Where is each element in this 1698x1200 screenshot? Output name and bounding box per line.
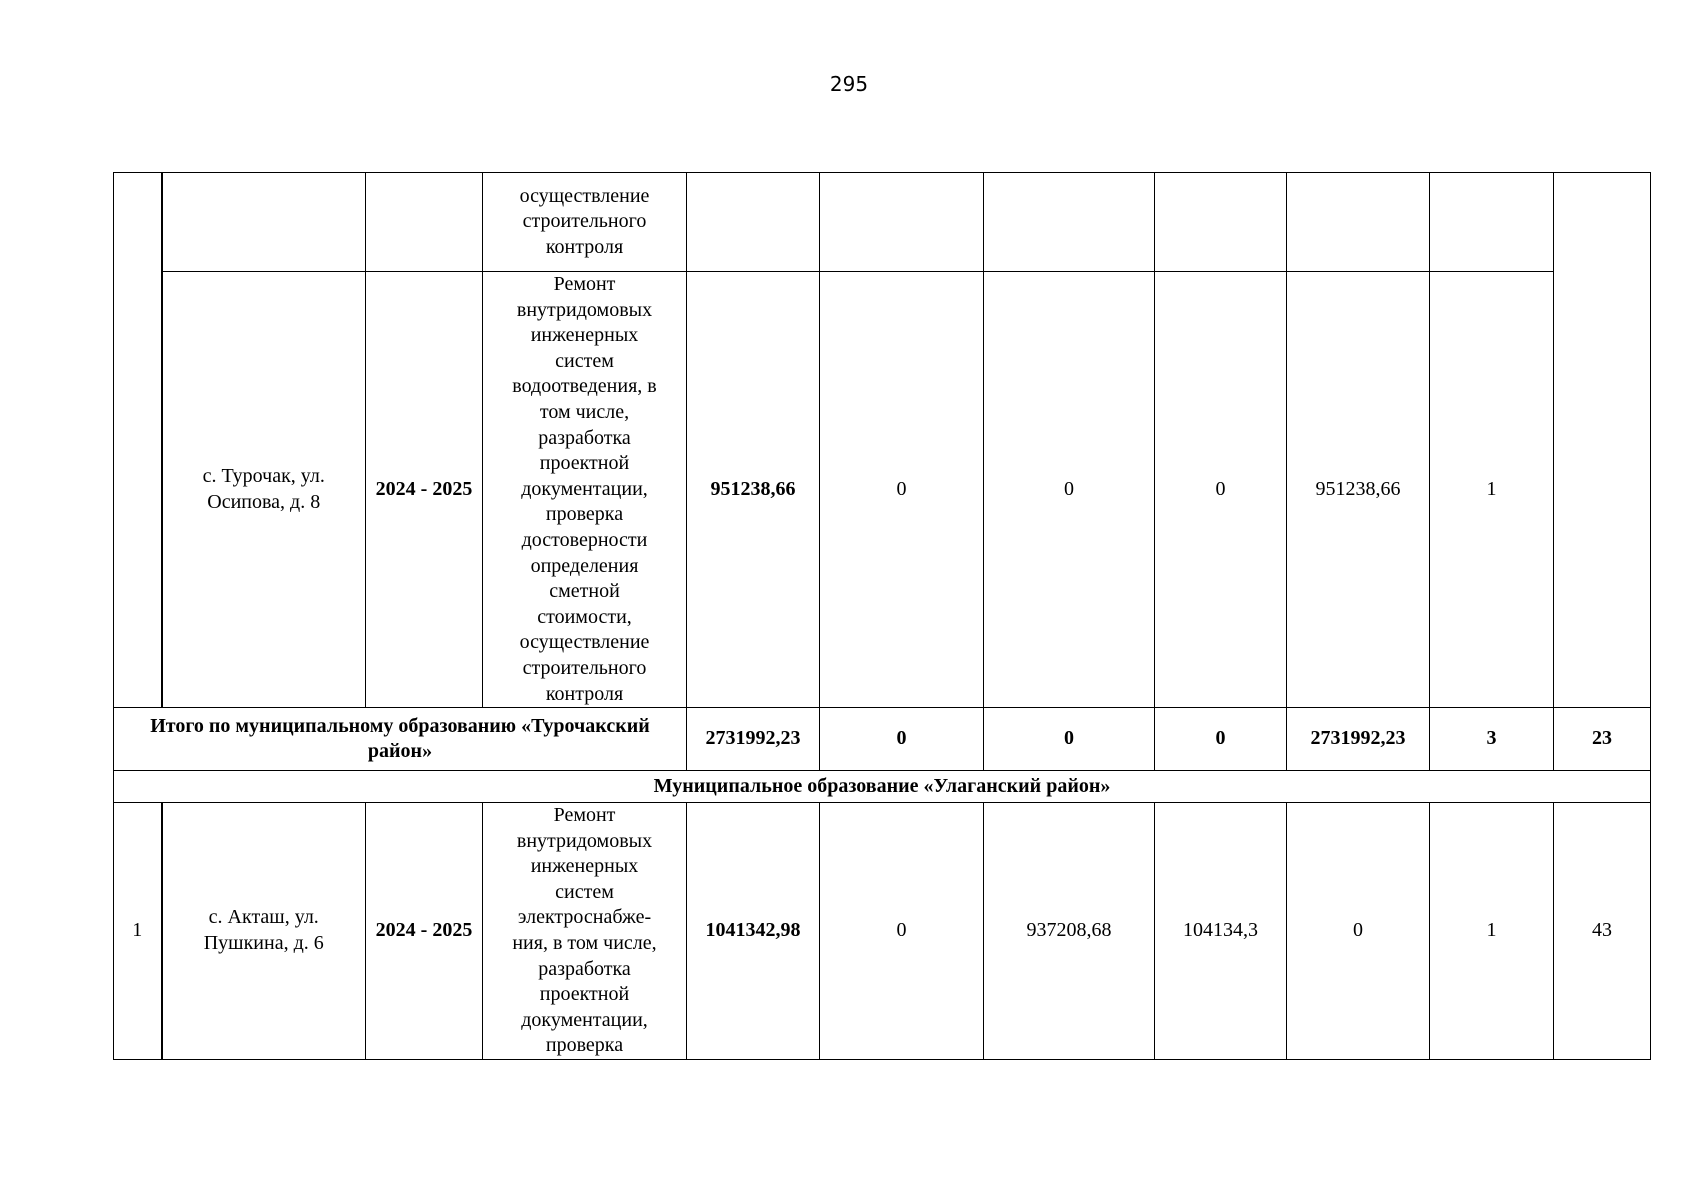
work-description-cell: осуществление строительного контроля	[483, 173, 687, 272]
page-number: 295	[829, 72, 869, 96]
fund-cell	[820, 173, 984, 272]
table-row	[114, 272, 1651, 708]
count-cell: 1	[1430, 272, 1554, 708]
work-description-cell: Ремонт внутридомовых инженерных систем электроснабже- ния, в том числе, разработка проектной документации, проверка	[483, 803, 687, 1060]
subtotal-extra: 23	[1554, 708, 1651, 771]
capital-repair-table	[113, 172, 1651, 1060]
subtotal-owners-funds: 2731992,23	[1287, 708, 1430, 771]
address-cell: с. Турочак, ул. Осипова, д. 8	[162, 272, 366, 708]
local-budget-cell: 104134,3	[1155, 803, 1287, 1060]
owners-funds-cell: 951238,66	[1287, 272, 1430, 708]
owners-funds-cell: 0	[1287, 803, 1430, 1060]
subtotal-fund: 0	[820, 708, 984, 771]
extra-cell	[1554, 173, 1651, 708]
section-row	[114, 771, 1651, 803]
budget-cell	[984, 173, 1155, 272]
extra-cell: 43	[1554, 803, 1651, 1060]
subtotal-budget: 0	[984, 708, 1155, 771]
count-cell	[1430, 173, 1554, 272]
total-cost-cell: 951238,66	[687, 272, 820, 708]
total-cost-cell: 1041342,98	[687, 803, 820, 1060]
period-cell: 2024 - 2025	[366, 272, 483, 708]
budget-cell: 937208,68	[984, 803, 1155, 1060]
work-description-cell: Ремонт внутридомовых инженерных систем водоотведения, в том числе, разработка проектной документации, проверка достоверности определения сметной стоимости, осуществление строительного контроля	[483, 272, 687, 708]
period-cell	[366, 173, 483, 272]
table-row	[114, 173, 1651, 272]
num-cell: 1	[114, 803, 162, 1060]
local-budget-cell	[1155, 173, 1287, 272]
subtotal-local-budget: 0	[1155, 708, 1287, 771]
count-cell: 1	[1430, 803, 1554, 1060]
section-heading: Муниципальное образование «Улаганский район»	[114, 771, 1651, 803]
period-cell: 2024 - 2025	[366, 803, 483, 1060]
budget-cell: 0	[984, 272, 1155, 708]
subtotal-label: Итого по муниципальному образованию «Турочакский район»	[114, 708, 687, 771]
total-cost-cell	[687, 173, 820, 272]
local-budget-cell: 0	[1155, 272, 1287, 708]
address-cell	[162, 173, 366, 272]
num-cell	[114, 173, 162, 708]
subtotal-row	[114, 708, 1651, 771]
table-row	[114, 803, 1651, 1060]
owners-funds-cell	[1287, 173, 1430, 272]
subtotal-count: 3	[1430, 708, 1554, 771]
fund-cell: 0	[820, 272, 984, 708]
address-cell: с. Акташ, ул. Пушкина, д. 6	[162, 803, 366, 1060]
subtotal-total: 2731992,23	[687, 708, 820, 771]
fund-cell: 0	[820, 803, 984, 1060]
